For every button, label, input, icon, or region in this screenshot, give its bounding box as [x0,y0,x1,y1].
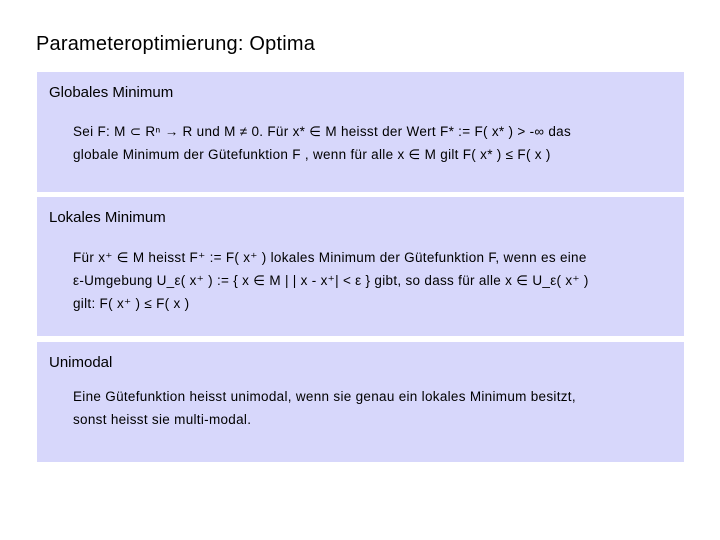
body-line: Für x⁺ ∈ M heisst F⁺ := F( x⁺ ) lokales Minimum der Gütefunktion F, wenn es eine [73,250,587,265]
section-body [73,246,664,315]
body-line: sonst heisst sie multi-modal. [73,412,252,427]
slide-title: Parameteroptimierung: Optima [36,33,316,55]
section-body [73,385,664,431]
section-heading: Lokales Minimum [49,209,166,226]
section-heading: Globales Minimum [49,84,174,101]
section-body [73,120,664,166]
definition-box-global-minimum [37,72,684,192]
body-line: gilt: F( x⁺ ) ≤ F( x ) [73,296,190,311]
body-line: Sei F: M ⊂ Rⁿ → R und M ≠ 0. Für x* ∈ M heisst der Wert F* := F( x* ) > -∞ das [73,124,572,139]
definition-box-unimodal [37,342,684,462]
section-heading: Unimodal [49,354,113,371]
body-line: globale Minimum der Gütefunktion F , wenn für alle x ∈ M gilt F( x* ) ≤ F( x ) [73,147,551,162]
definition-box-local-minimum [37,197,684,336]
body-line: Eine Gütefunktion heisst unimodal, wenn sie genau ein lokales Minimum besitzt, [73,389,576,404]
body-line: ε-Umgebung U_ε( x⁺ ) := { x ∈ M | | x - x⁺| < ε } gibt, so dass für alle x ∈ U_ε( x⁺ ) [73,273,589,288]
